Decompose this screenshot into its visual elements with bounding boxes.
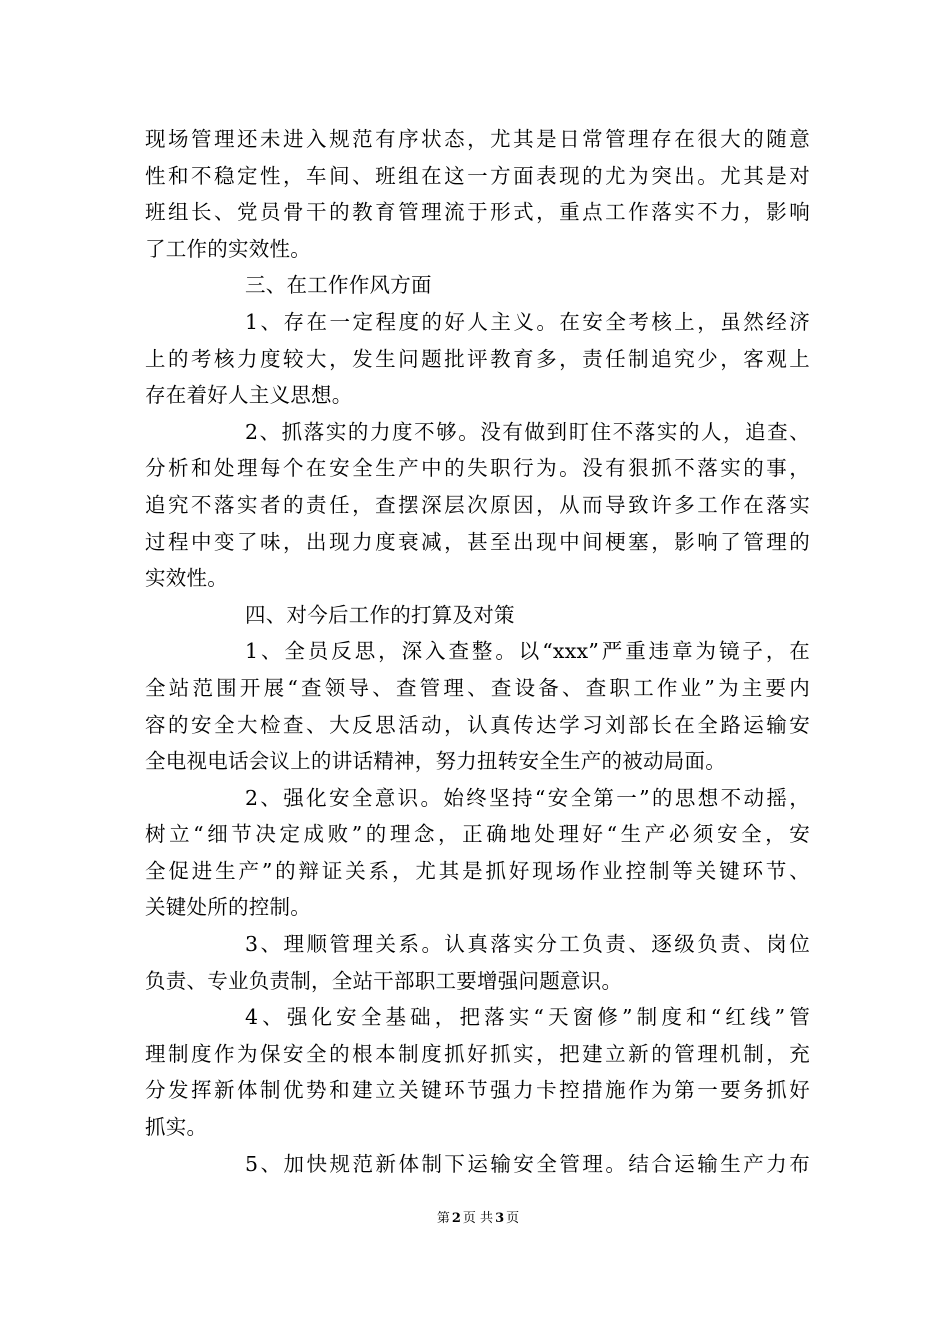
paragraph-line: 分析和处理每个在安全生产中的失职行为。没有狠抓不落实的事，	[145, 456, 810, 481]
paragraph-line: 2、强化安全意识。始终坚持“安全第一”的思想不动摇，	[245, 785, 810, 810]
paragraph-line: 现场管理还未进入规范有序状态，尤其是日常管理存在很大的随意	[145, 127, 810, 151]
paragraph-line: 负责、专业负责制，全站干部职工要增强问题意识。	[145, 968, 623, 993]
paragraph-line: 过程中变了味，出现力度衰减，甚至出现中间梗塞，影响了管理的	[145, 529, 810, 554]
paragraph-line: 1、存在一定程度的好人主义。在安全考核上，虽然经济	[245, 309, 810, 334]
paragraph-line: 性和不稳定性，车间、班组在这一方面表现的尤为突出。尤其是对	[145, 163, 810, 188]
paragraph-line: 全站范围开展“查领导、查管理、查设备、查职工作业”为主要内	[145, 675, 810, 700]
paragraph-line: 分发挥新体制优势和建立关键环节强力卡控措施作为第一要务抓好	[145, 1078, 810, 1103]
current-page-number: 2	[451, 1211, 461, 1226]
paragraph-line: 关键处所的控制。	[145, 895, 311, 920]
paragraph-line: 了工作的实效性。	[145, 236, 311, 261]
paragraph-line: 4、强化安全基础，把落实“天窗修”制度和“红线”管	[245, 1005, 810, 1030]
paragraph-line: 上的考核力度较大，发生问题批评教育多，责任制追究少，客观上	[145, 346, 810, 371]
page-footer	[0, 1207, 950, 1226]
section-heading: 三、在工作作风方面	[245, 273, 432, 298]
paragraph-line: 1、全员反思，深入查整。以“xxx”严重违章为镜子，在	[245, 639, 810, 664]
paragraph-line: 抓实。	[145, 1115, 208, 1140]
paragraph-line: 容的安全大检查、大反思活动，认真传达学习刘部长在全路运输安	[145, 712, 810, 737]
paragraph-line: 实效性。	[145, 566, 228, 591]
paragraph-line: 5、加快规范新体制下运输安全管理。结合运输生产力布	[245, 1151, 810, 1176]
total-page-number: 3	[495, 1211, 505, 1226]
document-body	[145, 121, 810, 1182]
paragraph-line: 理制度作为保安全的根本制度抓好抓实，把建立新的管理机制，充	[145, 1041, 810, 1066]
footer-prefix: 第	[436, 1211, 450, 1226]
paragraph-line: 班组长、党员骨干的教育管理流于形式，重点工作落实不力，影响	[145, 200, 810, 225]
section-heading: 四、对今后工作的打算及对策	[245, 602, 515, 627]
paragraph-line: 追究不落实者的责任，查摆深层次原因，从而导致许多工作在落实	[145, 492, 810, 517]
footer-suffix: 页	[506, 1211, 520, 1226]
paragraph-line: 3、理顺管理关系。认真落实分工负责、逐级负责、岗位	[245, 932, 810, 957]
paragraph-line: 树立“细节决定成败”的理念，正确地处理好“生产必须安全，安	[145, 822, 810, 847]
paragraph-line: 存在着好人主义思想。	[145, 383, 353, 408]
paragraph-line: 全促进生产”的辩证关系，尤其是抓好现场作业控制等关键环节、	[145, 858, 810, 883]
paragraph-line: 全电视电话会议上的讲话精神，努力扭转安全生产的被动局面。	[145, 749, 726, 774]
paragraph-line: 2、抓落实的力度不够。没有做到盯住不落实的人，追查、	[245, 419, 810, 444]
footer-middle: 页 共	[462, 1211, 494, 1226]
